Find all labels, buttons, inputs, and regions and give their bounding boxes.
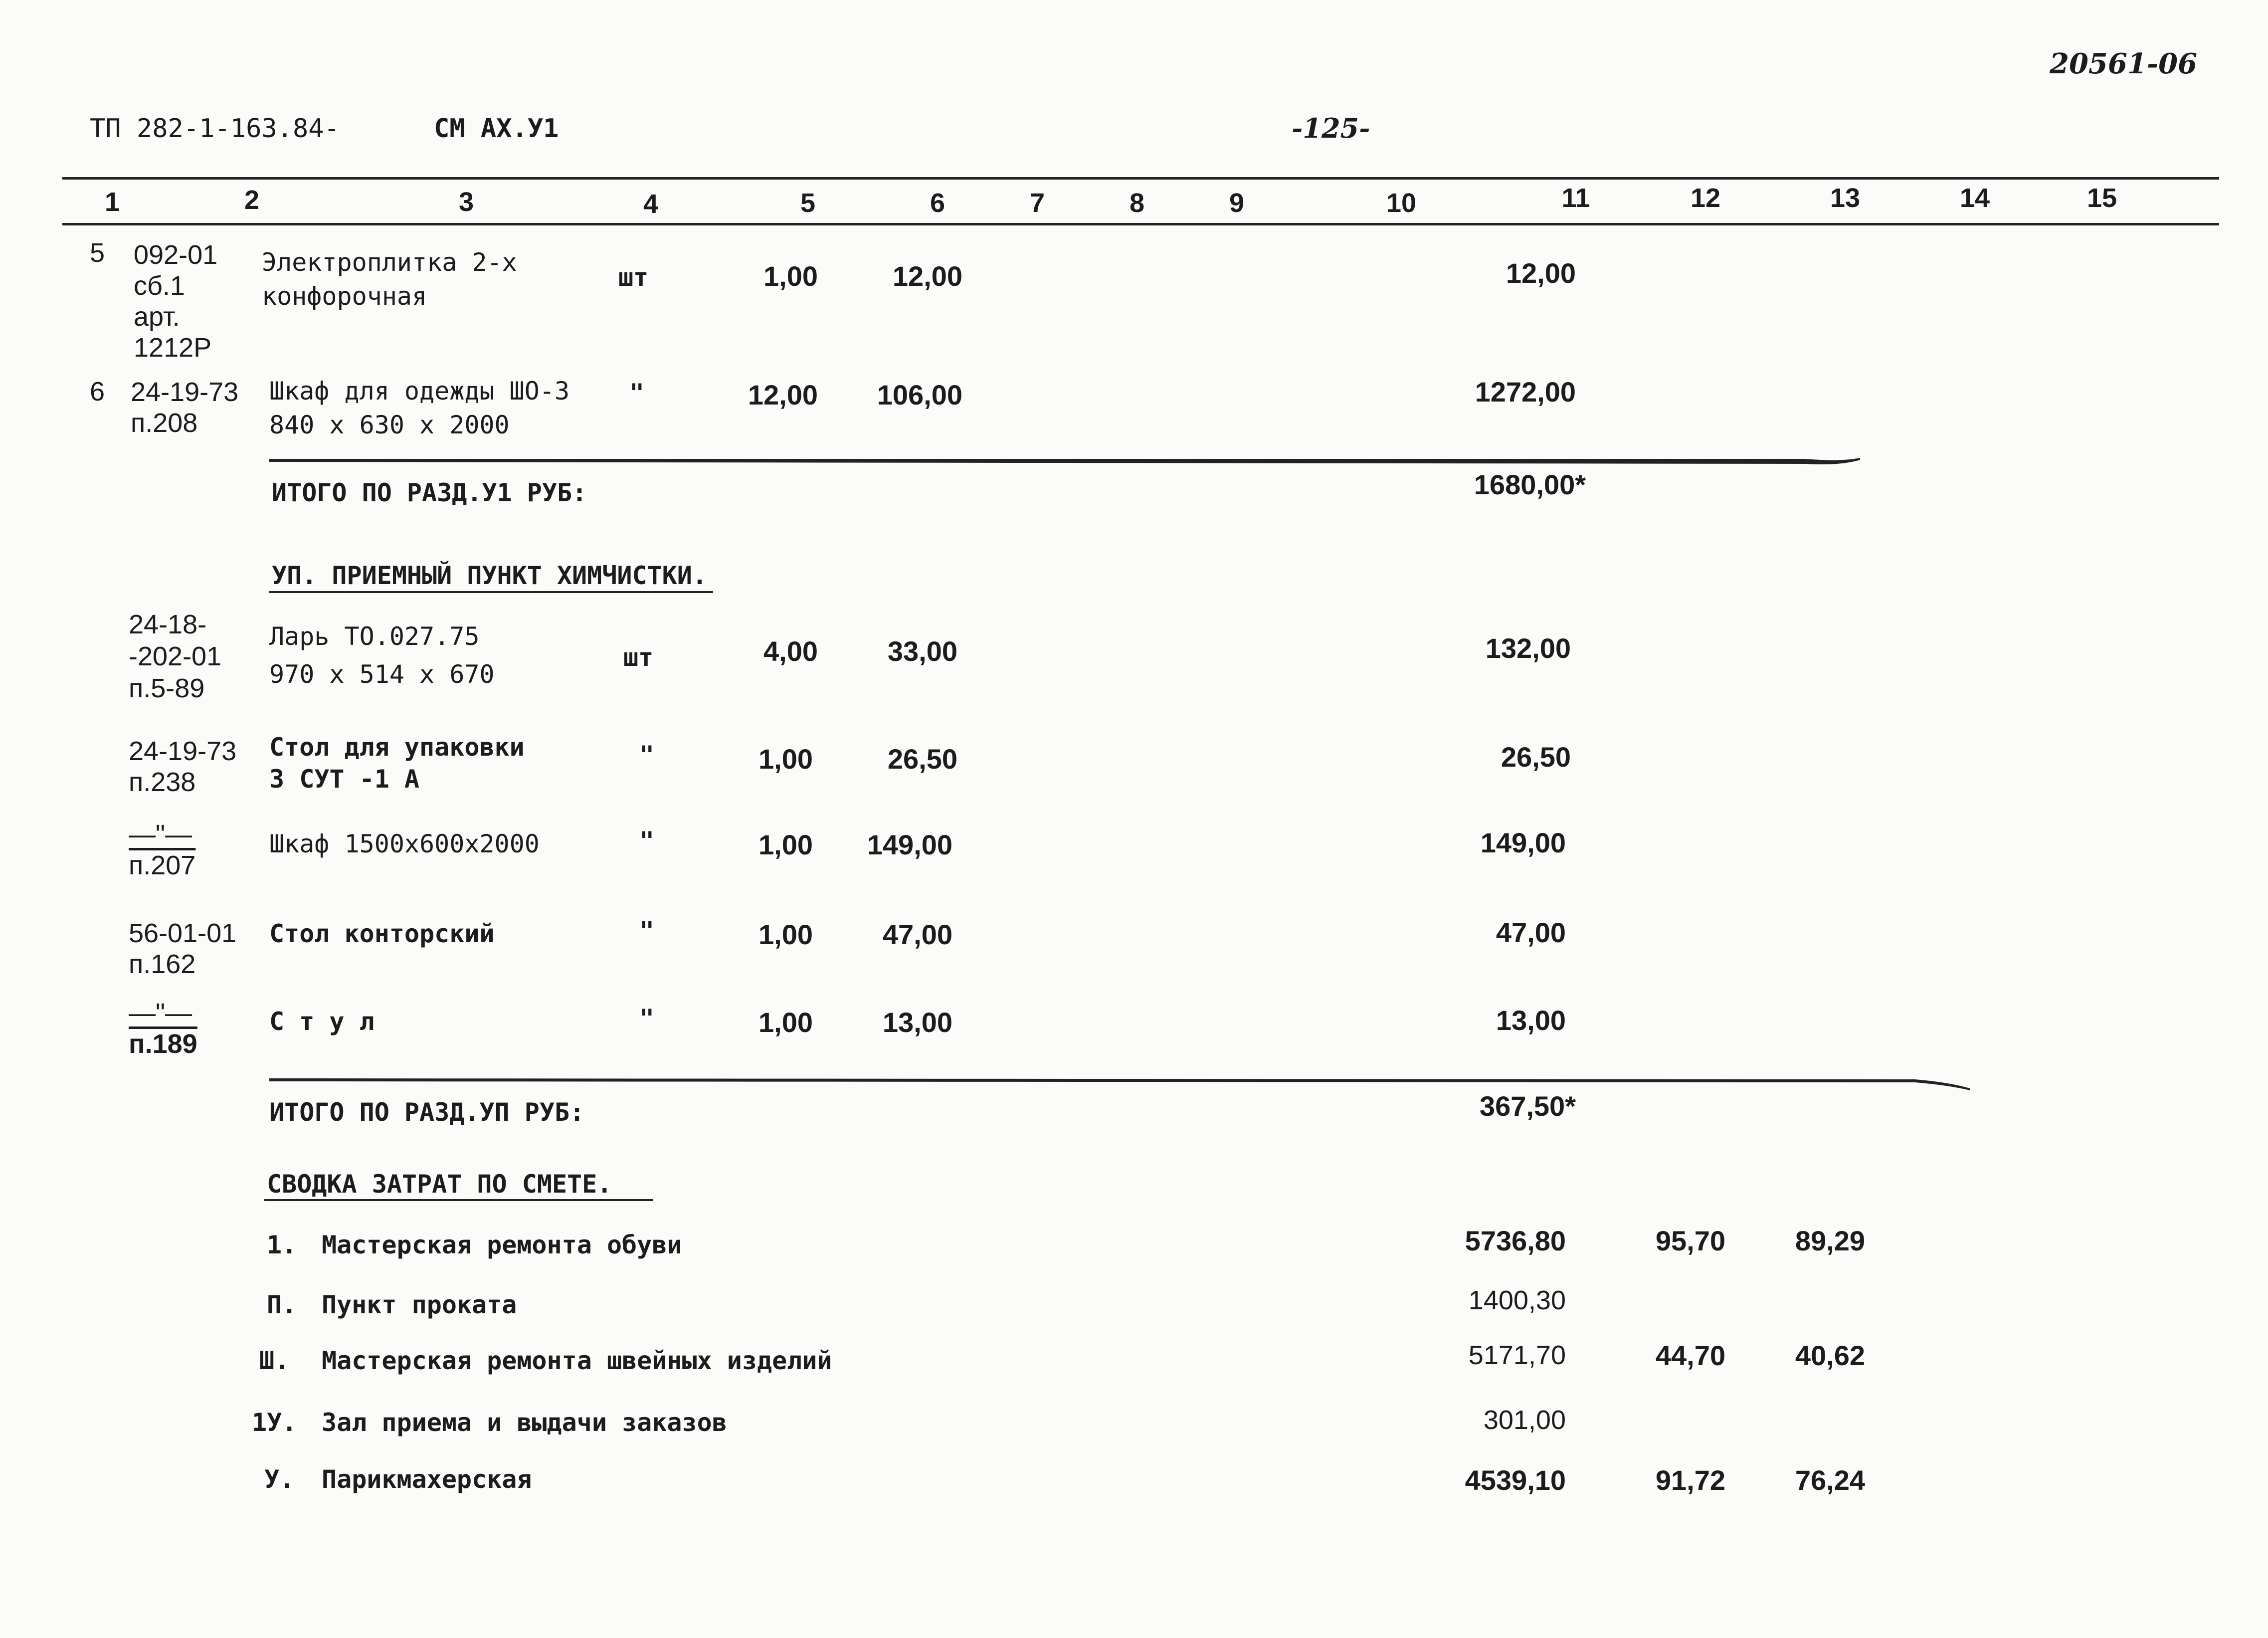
document-code: ТП 282-1-163.84- [90,114,340,144]
column-number: 13 [1830,183,1861,213]
section-title-underline [269,591,713,593]
item-total: 13,00 [1496,1005,1566,1036]
column-number: 5 [800,188,816,218]
column-number: 12 [1690,183,1721,213]
item-total: 47,00 [1496,917,1566,948]
item-name: Ларь ТО.027.75 970 х 514 х 670 [269,622,495,689]
item-code: 56-01-01 п.162 [129,918,237,979]
row-number: 5 [90,238,105,268]
table-header-rule [62,223,2219,225]
summary-item-number: П. [267,1290,297,1319]
column-number: 2 [244,185,260,215]
column-number: 3 [458,187,474,217]
section-code: СМ АХ.У1 [434,114,559,144]
item-name: Электроплитка 2-х конфорочная [262,248,517,311]
item-price: 47,00 [882,919,952,950]
summary-title: СВОДКА ЗАТРАТ ПО СМЕТЕ. [267,1170,612,1199]
summary-item-label: Зал приема и выдачи заказов [322,1408,727,1437]
summary-item-col13: 76,24 [1795,1464,1865,1496]
column-number: 11 [1561,183,1590,213]
document-number: 20561-06 [2050,47,2197,80]
column-number: 10 [1386,188,1417,218]
item-name: Шкаф 1500х600х2000 [269,829,540,858]
item-price: 33,00 [887,635,957,667]
summary-item-label: Мастерская ремонта швейных изделий [322,1346,832,1375]
table-top-rule [62,177,2219,180]
item-quantity: 1,00 [758,829,813,860]
summary-item-number: Ш. [259,1346,290,1375]
summary-item-col12: 91,72 [1655,1464,1725,1496]
summary-item-total: 4539,10 [1465,1464,1566,1496]
summary-item-col13: 40,62 [1795,1340,1865,1371]
column-number: 9 [1229,188,1245,218]
subtotal-value: 367,50* [1479,1090,1576,1122]
item-code: 092-01 сб.1 арт. 1212Р [134,240,218,363]
page-number: -125- [1292,112,1370,144]
item-total: 26,50 [1501,741,1571,773]
item-unit: " [639,826,655,855]
summary-item-col13: 89,29 [1795,1225,1865,1256]
summary-item-label: Парикмахерская [322,1465,532,1494]
item-name: Стол для упаковки 3 СУТ -1 А [269,733,525,794]
item-price: 149,00 [867,829,952,860]
subtotal-label: ИТОГО ПО РАЗД.У1 РУБ: [272,478,587,507]
summary-item-label: Пункт проката [322,1290,517,1319]
column-number: 8 [1129,188,1145,218]
subtotal-rule [269,1067,1975,1097]
item-total: 149,00 [1480,827,1566,858]
item-code: 24-19-73 п.208 [131,377,239,438]
subtotal-rule [269,449,1865,474]
item-total: 132,00 [1485,632,1571,664]
subtotal-label: ИТОГО ПО РАЗД.УП РУБ: [269,1098,585,1127]
item-unit: " [629,379,645,408]
item-unit: " [639,1004,655,1033]
item-quantity: 1,00 [763,260,818,292]
column-number: 7 [1029,188,1045,218]
section-title: УП. ПРИЕМНЫЙ ПУНКТ ХИМЧИСТКИ. [272,561,707,590]
item-unit: " [639,741,655,770]
summary-item-col12: 95,70 [1655,1225,1725,1256]
summary-item-col12: 44,70 [1655,1340,1725,1371]
row-number: 6 [90,377,105,407]
column-number: 1 [104,187,120,217]
summary-item-total: 1400,30 [1468,1285,1566,1315]
item-name: Стол конторский [269,919,495,948]
summary-title-underline [264,1199,653,1201]
item-code: —"— п.207 [129,819,196,880]
item-total: 12,00 [1506,257,1576,289]
item-total: 1272,00 [1475,376,1576,408]
item-unit: " [639,916,655,945]
item-quantity: 1,00 [758,743,813,775]
item-name: Шкаф для одежды ШО-3 840 х 630 х 2000 [269,377,570,439]
item-code: —"— п.189 [129,998,197,1059]
summary-item-number: У. [264,1465,295,1494]
item-code: 24-19-73 п.238 [129,736,237,797]
item-price: 26,50 [887,743,957,775]
item-price: 13,00 [882,1007,952,1038]
summary-item-number: 1У. [252,1408,297,1437]
item-quantity: 1,00 [758,1007,813,1038]
item-quantity: 12,00 [748,379,818,410]
column-number: 4 [643,189,659,219]
item-code: 24-18- -202-01 п.5-89 [129,610,222,703]
item-unit: шт [623,643,654,672]
summary-item-total: 5736,80 [1465,1225,1566,1256]
item-unit: шт [618,263,649,292]
summary-item-total: 5171,70 [1468,1340,1566,1370]
summary-item-label: Мастерская ремонта обуви [322,1230,682,1259]
summary-item-total: 301,00 [1483,1405,1566,1435]
column-number: 14 [1959,183,1990,213]
column-number: 6 [930,188,945,218]
column-number: 15 [2086,183,2117,213]
item-price: 106,00 [877,379,962,410]
item-quantity: 1,00 [758,919,813,950]
item-name: С т у л [269,1007,375,1036]
summary-item-number: 1. [267,1230,297,1259]
item-quantity: 4,00 [763,635,818,667]
item-price: 12,00 [892,260,962,292]
subtotal-value: 1680,00* [1474,469,1586,500]
